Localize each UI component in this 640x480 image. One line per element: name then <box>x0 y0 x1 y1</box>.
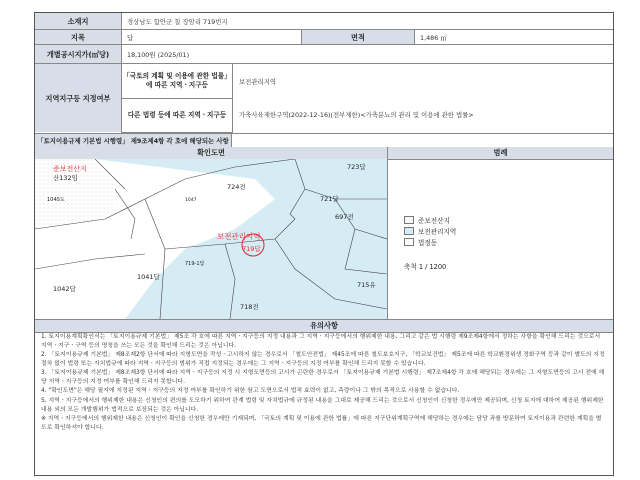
legend-item-legal-dong <box>404 237 437 247</box>
zoning-label: 지역지구등 지정여부 <box>35 64 122 132</box>
legend-item-conservation <box>404 226 456 236</box>
parcel-map-svg <box>35 159 387 319</box>
map-label-1042: 1042답 <box>53 285 76 293</box>
area-label: 면적 <box>301 30 415 44</box>
zoning-sub1-label: 「국토의 계획 및 이용에 관한 법률」에 따른 지역ㆍ지구등 <box>121 64 233 99</box>
legend-panel <box>388 159 613 319</box>
note-item: 2. 「토지이용규제 기본법」 제8조제2항 단서에 따라 지형도면을 작성ㆍ고시하지 않는 경우로서 「철도안전법」 제45조에 따른 철도보호지구, 「학교보건법」 제5조에 따른 학교환경위생 정화구역 등과 같이 별도의 지정 절차 없이 법령 또는 자치법규에 따라 지역ㆍ지구등의 범위가 직접 지정되는 경우에는 그 지역ㆍ지구등의 지정 여부를 확인해 드리지 못할 수 있습니다. <box>41 352 605 367</box>
map-title: 확인도면 <box>35 147 388 160</box>
map-label-718: 718전 <box>240 303 259 311</box>
notes-title: 유의사항 <box>35 319 613 333</box>
category-label: 지목 <box>35 30 122 44</box>
legend-swatch-legal-dong <box>404 238 414 246</box>
note-item: 3. 「토지이용규제 기본법」 제8조제3항 단서에 따라 지역ㆍ지구등의 지정 시 지형도면등의 고시가 곤란한 경우로서 「토지이용규제 기본법 시행령」 제7조제4항 각 호에 해당되는 경우에는 그 지형도면등의 고시 전에 해당 지역ㆍ지구등의 지정 여부를 확인해 드리지 못합니다. <box>41 370 605 385</box>
map-label-conservation: 보전관리지역 <box>217 232 261 241</box>
zoning-block <box>35 64 613 132</box>
decree-value <box>232 134 608 148</box>
category-row <box>35 30 613 45</box>
address-row <box>35 13 613 30</box>
land-use-certificate <box>34 12 614 476</box>
map-label-724: 724전 <box>227 183 246 191</box>
legend-swatch-forest <box>404 216 414 224</box>
map-scale: 축척 1 / 1200 <box>404 263 447 271</box>
legend-swatch-conservation <box>404 227 414 235</box>
note-item: ※ 지역ㆍ지구등에서의 행위제한 내용은 신청인이 확인을 신청한 경우에만 기재되며, 「국토의 계획 및 이용에 관한 법률」에 따른 지구단위계획구역에 해당하는 경우에는 담당 과를 방문하여 토지이용과 관련한 계획을 별도로 확인하셔야 합니다. <box>41 416 602 431</box>
zoning-sub1-value: 보전관리지역 <box>239 77 277 86</box>
confirmation-map <box>35 159 388 319</box>
note-item: 1. 토지이용계획확인서는 「토지이용규제 기본법」 제5조 각 호에 따른 지역ㆍ지구등의 지정 내용과 그 지역ㆍ지구등에서의 행위제한 내용, 그리고 같은 법 시행령 제9조제4항에서 정하는 사항을 확인해 드리는 것으로서 지역ㆍ지구ㆍ구역 등의 명칭을 쓰는 모든 것을 확인해 드리는 것은 아닙니다. <box>41 334 601 349</box>
map-label-721: 721답 <box>320 195 339 203</box>
map-label-1040: 1040도 <box>47 197 65 203</box>
price-label: 개별공시지가(㎡당) <box>35 45 122 63</box>
legend-title: 범례 <box>388 147 613 160</box>
note-item: 5. 지역ㆍ지구등에서의 행위제한 내용은 신청인의 편의를 도모하기 위하여 관계 법령 및 자치법규에 규정된 내용을 그대로 제공해 드리는 것으로서 신청인이 신청한 경우에만 제공되며, 신청 토지에 대하여 제공된 행위제한 내용 외의 모든 개발행위가 법적으로 보장되는 것은 아닙니다. <box>41 397 604 413</box>
zoning-sub2-label: 다른 법령 등에 따른 지역ㆍ지구등 <box>121 98 233 133</box>
address-value: 경상남도 함안군 칠 장암리 719번지 <box>127 17 228 26</box>
price-value: 18,100원 (2025/01) <box>127 50 190 59</box>
map-label-1041: 1041답 <box>137 273 160 281</box>
map-label-719: 719답 <box>242 245 261 253</box>
note-item: 4. "확인도면"은 해당 필지에 지정된 지역ㆍ지구등의 지정 여부를 확인하기 위한 참고 도면으로서 법적 효력이 없고, 측량이나 그 밖의 목적으로 사용할 수 없습니다. <box>41 388 460 395</box>
notes-body <box>35 331 613 435</box>
category-value: 답 <box>127 33 134 42</box>
decree-label: 「토지이용규제 기본법 시행령」 제9조제4항 각 호에 해당되는 사항 <box>35 134 232 148</box>
map-label-1047: 1047 <box>185 198 197 203</box>
map-label-715: 715유 <box>357 281 376 289</box>
legend-label-forest: 준보전산지 <box>418 217 450 225</box>
area-value: 1,486 ㎡ <box>420 33 447 42</box>
map-label-719-1: 719-1답 <box>185 261 205 267</box>
map-label-723: 723답 <box>347 163 366 171</box>
map-label-697: 697전 <box>335 213 354 221</box>
legend-label-conservation: 보전관리지역 <box>418 228 457 236</box>
map-label-forest: 준보전산지 <box>53 165 87 173</box>
address-label: 소재지 <box>35 13 122 29</box>
zoning-sub2-value: 가축사육제한구역(2022-12-16)(전부제한)<가축분뇨의 관리 및 이용에 관한 법률> <box>239 111 474 119</box>
map-label-san132: 산132임 <box>53 174 78 182</box>
legend-label-legal-dong: 법정동 <box>418 239 438 247</box>
price-row <box>35 45 613 64</box>
legend-item-forest <box>404 215 450 225</box>
